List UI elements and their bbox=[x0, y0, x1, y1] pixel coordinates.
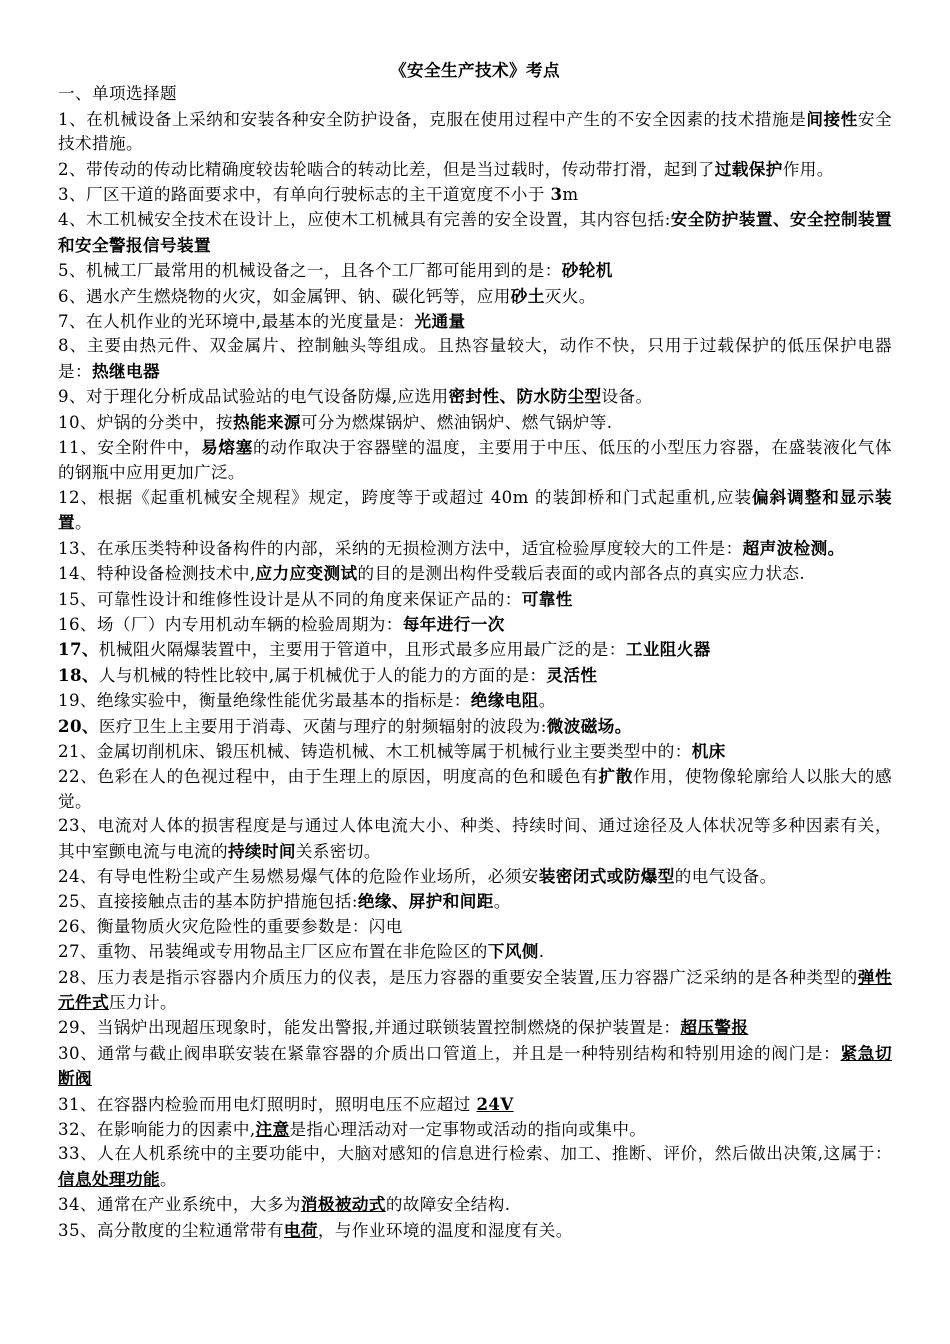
question-text: 31、在容器内检验而用电灯照明时，照明电压不应超过 bbox=[58, 1094, 477, 1114]
question-item bbox=[58, 688, 892, 713]
answer-text: 下风侧 bbox=[487, 941, 539, 962]
question-text: 14、特种设备检测技术中, bbox=[58, 564, 256, 584]
answer-text: 3 bbox=[550, 184, 563, 205]
answer-text: 砂土 bbox=[510, 285, 545, 306]
question-text: 13、在承压类特种设备构件的内部，采纳的无损检测方法中，适宜检验厚度较大的工件是： bbox=[58, 538, 743, 558]
question-text: 7、在人机作业的光环境中,最基本的光度量是： bbox=[58, 312, 415, 332]
answer-text: 过载保护 bbox=[714, 158, 783, 179]
answer-text: 装密闭式或防爆型 bbox=[538, 866, 675, 886]
answer-text: 超声波检测。 bbox=[742, 537, 845, 558]
answer-text: 热能来源 bbox=[232, 411, 301, 432]
question-item bbox=[58, 939, 892, 964]
question-item bbox=[58, 258, 892, 283]
answer-text: 扩散 bbox=[598, 766, 634, 787]
question-text: 的动作取决于容器壁的温度，主要用于中压、低压的小型压力容器，在盛装液化气体的钢瓶中应用更加广泛。 bbox=[58, 438, 892, 482]
answer-text: 易熔塞 bbox=[201, 437, 253, 458]
question-text: 23、电流对人体的损害程度是与通过人体电流大小、种类、持续时间、通过途径及人体状况等多种因素有关，其中室颤电流与电流的 bbox=[58, 816, 892, 861]
answer-text: 持续时间 bbox=[227, 840, 296, 861]
answer-text: 应力应变测试 bbox=[255, 563, 358, 584]
answer-text: 工业阻火器 bbox=[625, 639, 711, 660]
question-item bbox=[58, 915, 892, 939]
answer-text bbox=[680, 1017, 748, 1037]
question-item bbox=[58, 107, 892, 157]
answer-text: 超压警报 bbox=[680, 1017, 749, 1038]
question-text: 12、根据《起重机械安全规程》规定，跨度等于或超过 40m 的装卸桥和门式起重机,应装 bbox=[58, 487, 753, 507]
question-item bbox=[58, 1092, 892, 1117]
question-text: 安全技术措施。 bbox=[58, 109, 892, 154]
question-text: 34、通常在产业系统中，大多为 bbox=[58, 1195, 301, 1215]
answer-text: 机床 bbox=[691, 740, 726, 761]
question-item bbox=[58, 1218, 892, 1243]
question-text: 的目的是测出构件受载后表面的或内部各点的真实应力状态. bbox=[357, 564, 806, 584]
question-item bbox=[58, 536, 892, 561]
question-text: 2、带传动的传动比精确度较齿轮啮合的转动比差，但是当过载时，传动带打滑，起到了 bbox=[58, 159, 715, 179]
question-item bbox=[58, 714, 892, 739]
question-text: 22、色彩在人的色视过程中，由于生理上的原因，明度高的色和暖色有 bbox=[58, 767, 599, 787]
question-item bbox=[58, 663, 892, 688]
answer-text: 绝缘电阻 bbox=[470, 690, 539, 711]
question-text: 11、安全附件中， bbox=[58, 438, 202, 458]
document-title: 《安全生产技术》考点 bbox=[390, 60, 560, 80]
answer-text: 注意 bbox=[255, 1119, 290, 1140]
question-text: 。 bbox=[159, 1169, 177, 1189]
answer-text: 弹性元件式 bbox=[58, 966, 892, 1013]
question-text: 。 bbox=[493, 892, 511, 912]
question-item bbox=[58, 207, 892, 258]
question-text: 5、机械工厂最常用的机械设备之一，且各个工厂都可能用到的是： bbox=[58, 261, 562, 281]
answer-text bbox=[284, 1220, 318, 1240]
question-text: 的电气设备。 bbox=[674, 867, 777, 886]
question-item bbox=[58, 637, 892, 662]
question-text: 16、场（厂）内专用机动车辆的检验周期为： bbox=[58, 614, 403, 634]
question-item bbox=[58, 1041, 892, 1092]
question-item bbox=[58, 1192, 892, 1217]
answer-text: 每年进行一次 bbox=[402, 613, 505, 634]
question-item bbox=[58, 739, 892, 764]
answer-text: 灵活性 bbox=[546, 664, 598, 685]
question-item bbox=[58, 561, 892, 586]
question-text: 28、压力表是指示容器内介质压力的仪表，是压力容器的重要安全装置,压力容器广泛采纳的是各种类型的 bbox=[58, 967, 858, 987]
question-text: 。 bbox=[75, 513, 92, 533]
question-item bbox=[58, 284, 892, 309]
answer-text: 17、 bbox=[58, 639, 99, 660]
question-text: 灭火。 bbox=[544, 286, 596, 306]
answer-text bbox=[256, 1119, 290, 1139]
answer-text: 20、 bbox=[58, 715, 99, 736]
question-item bbox=[58, 410, 892, 435]
answer-text: 24V bbox=[476, 1093, 514, 1114]
question-item bbox=[58, 814, 892, 864]
question-text: 1、在机械设备上采纳和安装各种安全防护设备，克服在使用过程中产生的不安全因素的技术措施是 bbox=[58, 109, 807, 129]
section-heading: 一、单项选择题 bbox=[58, 84, 177, 104]
question-text: 35、高分散度的尘粒通常带有 bbox=[58, 1220, 284, 1240]
question-text: 。 bbox=[538, 691, 556, 711]
answer-text bbox=[476, 1094, 513, 1114]
question-text: 机械阻火隔爆装置中，主要用于管道中，且形式最多应用最广泛的是： bbox=[98, 640, 626, 660]
question-list bbox=[58, 107, 892, 1243]
question-text: 27、重物、吊装绳或专用物品主厂区应布置在非危险区的 bbox=[58, 942, 488, 962]
question-text: ，与作业环境的温度和湿度有关。 bbox=[317, 1220, 573, 1240]
answer-text: 电荷 bbox=[283, 1219, 318, 1240]
question-text: 32、在影响能力的因素中, bbox=[58, 1120, 256, 1140]
question-text: . bbox=[538, 942, 545, 962]
question-text: 压力计。 bbox=[108, 993, 177, 1013]
question-text: 6、遇水产生燃烧物的火灾，如金属钾、钠、碳化钙等，应用 bbox=[58, 286, 511, 306]
question-text: 25、直接接触点击的基本防护措施包括: bbox=[58, 892, 358, 912]
question-item bbox=[58, 309, 892, 334]
question-item bbox=[58, 334, 892, 384]
answer-text: 可靠性 bbox=[521, 588, 573, 609]
question-item bbox=[58, 1142, 892, 1192]
question-item bbox=[58, 157, 892, 182]
question-item bbox=[58, 485, 892, 536]
question-item bbox=[58, 182, 892, 207]
answer-text: 密封性、防水防尘型 bbox=[448, 386, 602, 407]
question-text: 医疗卫生上主要用于消毒、灭菌与理疗的射频辐射的波段为: bbox=[98, 716, 547, 736]
question-item bbox=[58, 889, 892, 914]
answer-text: 光通量 bbox=[414, 311, 466, 332]
question-text: 作用，使物像轮廓给人以胀大的感觉。 bbox=[58, 767, 892, 811]
question-text: 33、人在人机系统中的主要功能中，大脑对感知的信息进行检索、加工、推断、评价，然后做出决策,这属于： bbox=[58, 1144, 892, 1164]
question-text: 24、有导电性粉尘或产生易燃易爆气体的危险作业场所，必须安 bbox=[58, 867, 539, 886]
question-text: 作用。 bbox=[782, 159, 834, 179]
answer-text: 紧急切断阀 bbox=[58, 1042, 893, 1089]
question-text: 9、对于理化分析成品试验站的电气设备防爆,应选用 bbox=[58, 387, 449, 407]
answer-text: 间接性 bbox=[806, 108, 858, 129]
question-text: 26、衡量物质火灾危险性的重要参数是：闪电 bbox=[58, 916, 403, 936]
question-text: 8、主要由热元件、双金属片、控制触头等组成。且热容量较大，动作不快，只用于过载保护的低压保护电器是： bbox=[58, 336, 892, 381]
question-text: m bbox=[562, 185, 579, 205]
answer-text: 消极被动式 bbox=[300, 1194, 386, 1215]
answer-text: 偏斜调整和显示装置 bbox=[58, 486, 892, 533]
answer-text: 18、 bbox=[58, 664, 99, 685]
question-item bbox=[58, 1015, 892, 1040]
question-text: 关系密切。 bbox=[295, 841, 381, 861]
question-item bbox=[58, 965, 892, 1016]
answer-text: 信息处理功能 bbox=[58, 1168, 160, 1189]
answer-text bbox=[58, 1169, 160, 1189]
answer-text: 砂轮机 bbox=[561, 260, 613, 281]
question-item bbox=[58, 435, 892, 485]
question-text: 设备。 bbox=[601, 387, 653, 407]
question-item bbox=[58, 1117, 892, 1142]
question-text: 人与机械的特性比较中,属于机械优于人的能力的方面的是： bbox=[98, 665, 547, 685]
question-text: 3、厂区干道的路面要求中，有单向行驶标志的主干道宽度不小于 bbox=[58, 185, 551, 205]
answer-text bbox=[301, 1194, 386, 1214]
question-text: 15、可靠性设计和维修性设计是从不同的角度来保证产品的： bbox=[58, 589, 522, 609]
question-text: 19、绝缘实验中，衡量绝缘性能优劣最基本的指标是： bbox=[58, 691, 471, 711]
question-text: 21、金属切削机床、锻压机械、铸造机械、木工机械等属于机械行业主要类型中的： bbox=[58, 741, 692, 761]
question-item bbox=[58, 587, 892, 612]
question-item bbox=[58, 764, 892, 814]
question-item bbox=[58, 384, 892, 409]
question-text: 4、木工机械安全技术在设计上，应使木工机械具有完善的安全设置，其内容包括: bbox=[58, 210, 671, 230]
question-text: 是指心理活动对一定事物或活动的指向或集中。 bbox=[289, 1120, 647, 1140]
question-item bbox=[58, 864, 892, 889]
answer-text: 热继电器 bbox=[92, 360, 160, 381]
answer-text: 微波磁场。 bbox=[546, 715, 632, 736]
question-item bbox=[58, 612, 892, 637]
question-text: 30、通常与截止阀串联安装在紧靠容器的介质出口管道上，并且是一种特别结构和特别用途的阀门是： bbox=[58, 1043, 841, 1063]
answer-text: 安全防护装置、安全控制装置和安全警报信号装置 bbox=[58, 209, 892, 255]
question-text: 可分为燃煤锅炉、燃油锅炉、燃气锅炉等. bbox=[300, 412, 613, 432]
question-text: 的故障安全结构. bbox=[385, 1195, 511, 1215]
question-text: 10、炉锅的分类中，按 bbox=[58, 412, 233, 432]
question-text: 29、当锅炉出现超压现象时，能发出警报,并通过联锁装置控制燃烧的保护装置是： bbox=[58, 1018, 681, 1038]
answer-text: 绝缘、屏护和间距 bbox=[357, 891, 494, 912]
